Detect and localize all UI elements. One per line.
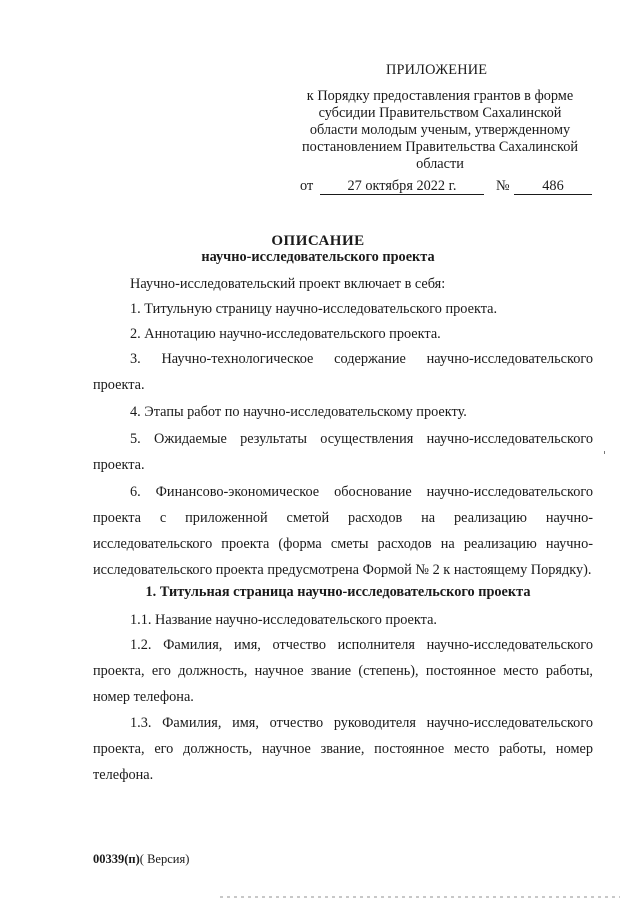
document-title: ОПИСАНИЕ [271,233,365,249]
list-item-text: 2. Аннотацию научно-исследовательского проекта. [130,326,441,342]
list-item-text: 1. Титульную страницу научно-исследовательского проекта. [130,301,498,317]
date-field [320,178,484,195]
list-item [93,399,593,425]
list-item [93,346,593,398]
appendix-line: постановлением Правительства Сахалинской [301,139,579,155]
number-field [514,178,592,195]
document-subtitle: научно-исследовательского проекта [201,249,435,265]
section-heading: 1. Титульная страница научно-исследовательского проекта [145,584,531,600]
appendix-line: области [416,156,464,172]
list-item-text: 4. Этапы работ по научно-исследовательскому проекту. [130,404,467,420]
list-item [93,479,593,583]
list-item-text: 5. Ожидаемые результаты осуществления научно-исследовательского проекта. [93,431,593,473]
appendix-line: субсидии Правительством Сахалинской [318,105,562,121]
section-item [93,607,593,633]
appendix-date-row [300,178,600,198]
scan-mark [604,451,605,454]
list-item-text: 3. Научно-технологическое содержание научно-исследовательского проекта. [93,351,593,393]
date-prefix: от [300,178,314,194]
footer-version: ( Версия) [139,852,190,866]
appendix-line: к Порядку предоставления грантов в форме [306,88,574,104]
date-value: 27 октября 2022 г. [347,178,457,194]
list-item-text: 6. Финансово-экономическое обоснование научно-исследовательского проекта с приложенной сметой расходов на реализацию научно-исследовательского проекта (форма сметы расходов на реализацию научно-исследовательского проекта предусмотрена Формой № 2 к настоящему Порядку). [93,484,593,578]
appendix-title: ПРИЛОЖЕНИЕ [386,62,488,78]
number-sign: № [496,178,510,194]
list-item [93,426,593,478]
appendix-caption [290,88,590,173]
list-item [93,296,593,322]
scan-noise [220,896,620,898]
intro-paragraph [93,271,593,297]
footer-code: 00339(п) [93,852,140,866]
section-item [93,632,593,710]
section-item-text: 1.3. Фамилия, имя, отчество руководителя научно-исследовательского проекта, его должность, научное звание, постоянное место работы, номер телефона. [93,715,593,783]
number-value: 486 [542,178,564,194]
section-item-text: 1.1. Название научно-исследовательского проекта. [130,612,437,628]
section-item-text: 1.2. Фамилия, имя, отчество исполнителя научно-исследовательского проекта, его должность, научное звание (степень), постоянное место работы, номер телефона. [93,637,593,705]
list-item [93,321,593,347]
document-footer [93,852,189,867]
section-item [93,710,593,788]
intro-text: Научно-исследовательский проект включает в себя: [130,276,446,292]
appendix-line: области молодым ученым, утвержденному [309,122,571,138]
